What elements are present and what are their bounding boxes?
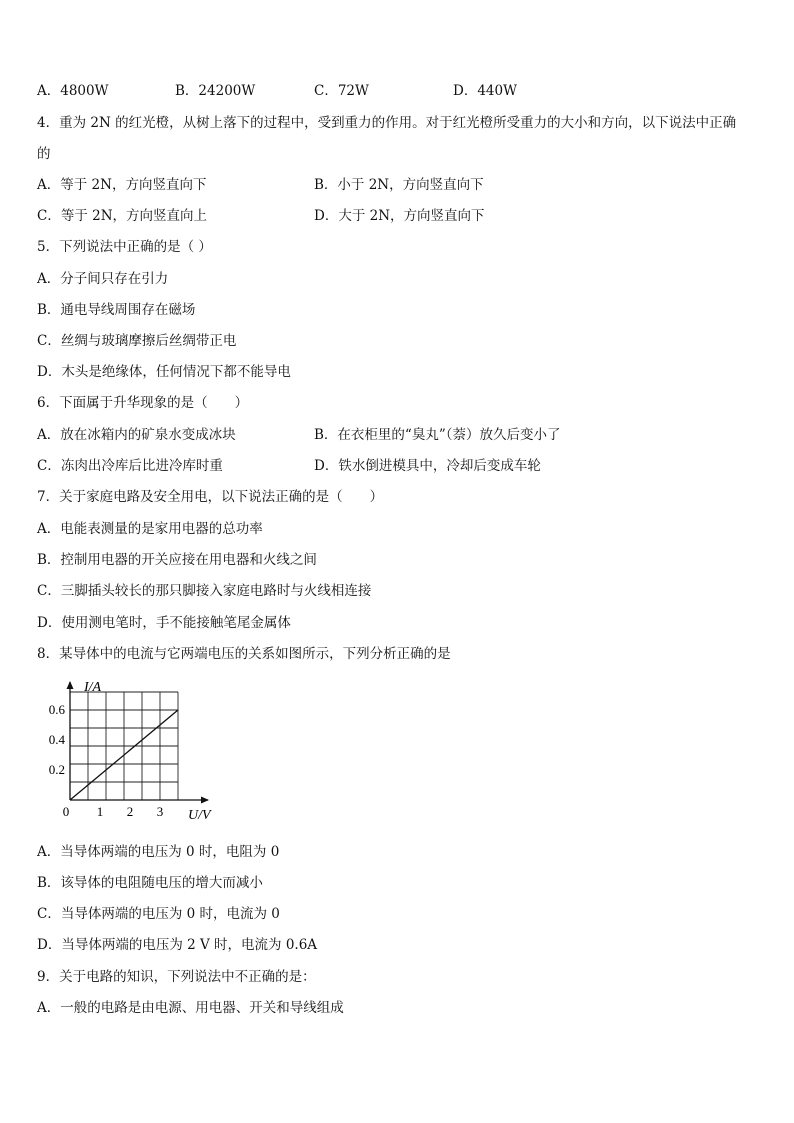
- q4-stem-line2: 的: [37, 146, 51, 162]
- q8-stem: 8．某导体中的电流与它两端电压的关系如图所示，下列分析正确的是: [37, 646, 451, 662]
- q4-option-b: B．小于 2N，方向竖直向下: [314, 177, 484, 193]
- q4-option-c: C．等于 2N，方向竖直向上: [37, 208, 208, 224]
- q4-option-d: D．大于 2N，方向竖直向下: [314, 208, 485, 224]
- q3-option-a: A．4800W: [37, 83, 109, 99]
- q5-option-b: B．通电导线周围存在磁场: [37, 302, 196, 318]
- q8-option-b: B．该导体的电阻随电压的增大而减小: [37, 875, 263, 891]
- q8-option-c: C．当导体两端的电压为 0 时，电流为 0: [37, 906, 280, 922]
- q6-option-d: D．铁水倒进模具中，冷却后变成车轮: [314, 458, 541, 474]
- q6-option-c: C．冻肉出冷库后比进冷库时重: [37, 458, 223, 474]
- q7-option-b: B．控制用电器的开关应接在用电器和火线之间: [37, 552, 317, 568]
- q3-option-c: C．72W: [314, 83, 369, 99]
- x-axis-label: U/V: [188, 808, 211, 823]
- q3-option-b: B．24200W: [175, 83, 256, 99]
- q5-option-c: C．丝绸与玻璃摩擦后丝绸带正电: [37, 333, 237, 349]
- q3-option-d: D．440W: [453, 83, 517, 99]
- x-tick-label: 3: [156, 804, 164, 819]
- q8-option-d: D．当导体两端的电压为 2 V 时，电流为 0.6A: [37, 937, 318, 953]
- q6-stem: 6．下面属于升华现象的是（ ）: [37, 395, 249, 411]
- x-tick-label: 1: [96, 804, 104, 819]
- q4-stem-line1: 4．重为 2N 的红光橙，从树上落下的过程中，受到重力的作用。对于红光橙所受重力的大小和方向，以下说法中正确: [37, 115, 737, 131]
- q7-stem: 7．关于家庭电路及安全用电，以下说法正确的是（ ）: [37, 489, 384, 505]
- q8-option-a: A．当导体两端的电压为 0 时，电阻为 0: [37, 844, 280, 860]
- y-tick-label: 0.2: [48, 762, 65, 777]
- x-axis-arrow: [201, 797, 209, 804]
- q6-option-a: A．放在冰箱内的矿泉水变成冰块: [37, 427, 236, 443]
- q7-option-a: A．电能表测量的是家用电器的总功率: [37, 521, 263, 537]
- q5-option-a: A．分子间只存在引力: [37, 271, 169, 287]
- q5-option-d: D．木头是绝缘体，任何情况下都不能导电: [37, 364, 291, 380]
- y-tick-label: 0.4: [48, 732, 65, 747]
- y-axis-label: I/A: [84, 680, 102, 695]
- q4-option-a: A．等于 2N，方向竖直向下: [37, 177, 207, 193]
- q9-stem: 9．关于电路的知识，下列说法中不正确的是：: [37, 969, 316, 985]
- graph-grid: [70, 692, 178, 800]
- q5-stem: 5．下列说法中正确的是（ ）: [37, 239, 212, 255]
- q9-option-a: A．一般的电路是由电源、用电器、开关和导线组成: [37, 1000, 344, 1016]
- q7-option-d: D．使用测电笔时，手不能接触笔尾金属体: [37, 615, 291, 631]
- current-voltage-graph: [40, 678, 230, 828]
- x-tick-label: 0: [62, 804, 70, 819]
- y-axis-arrow: [67, 681, 74, 689]
- x-tick-label: 2: [126, 804, 134, 819]
- y-tick-label: 0.6: [48, 702, 65, 717]
- q7-option-c: C．三脚插头较长的那只脚接入家庭电路时与火线相连接: [37, 583, 372, 599]
- q6-option-b: B．在衣柜里的“臭丸”（萘）放久后变小了: [314, 427, 561, 443]
